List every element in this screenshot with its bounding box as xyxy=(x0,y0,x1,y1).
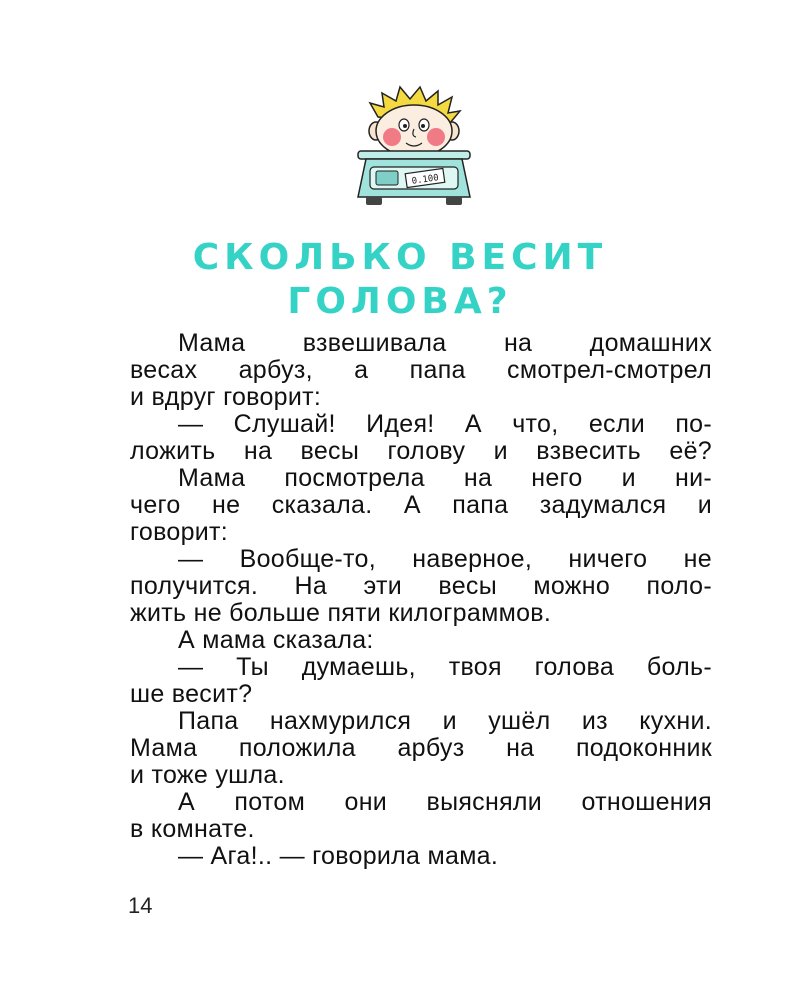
page-number: 14 xyxy=(128,893,153,918)
text-line: А мама сказала: xyxy=(178,626,374,654)
title-line-2: ГОЛОВА? xyxy=(287,281,513,322)
scale-display-text: 0.100 xyxy=(411,173,440,187)
text-line: — Слушай! Идея! А что, если по- xyxy=(178,410,712,438)
text-line: ложить на весы голову и взвесить её? xyxy=(130,437,712,465)
text-line: Мама посмотрела на него и ни- xyxy=(178,464,712,492)
story-text xyxy=(130,330,712,870)
text-line: Мама положила арбуз на подоконник xyxy=(130,734,712,762)
story-title xyxy=(0,236,800,324)
text-line: в комнате. xyxy=(130,815,255,843)
text-line: Папа нахмурился и ушёл из кухни. xyxy=(178,707,712,735)
text-line: и тоже ушла. xyxy=(130,761,285,789)
text-line: весах арбуз, а папа смотрел-смотрел xyxy=(130,356,712,384)
text-line: — Ты думаешь, твоя голова боль- xyxy=(178,653,712,681)
text-line: и вдруг говорит: xyxy=(130,383,322,411)
title-line-1: СКОЛЬКО ВЕСИТ xyxy=(192,237,608,278)
text-line: получится. На эти весы можно поло- xyxy=(130,572,712,600)
text-line: — Вообще-то, наверное, ничего не xyxy=(178,545,712,573)
boy-on-scale-illustration xyxy=(340,85,490,220)
text-line: ше весит? xyxy=(130,680,253,708)
text-line: чего не сказала. А папа задумался и xyxy=(130,491,712,519)
text-line: Мама взвешивала на домашних xyxy=(178,329,712,357)
boy-on-scale-drawing xyxy=(340,85,490,220)
text-line: — Ага!.. — говорила мама. xyxy=(178,842,499,870)
text-line: говорит: xyxy=(130,518,229,546)
text-line: жить не больше пяти килограммов. xyxy=(130,599,552,627)
text-line: А потом они выясняли отношения xyxy=(178,788,712,816)
